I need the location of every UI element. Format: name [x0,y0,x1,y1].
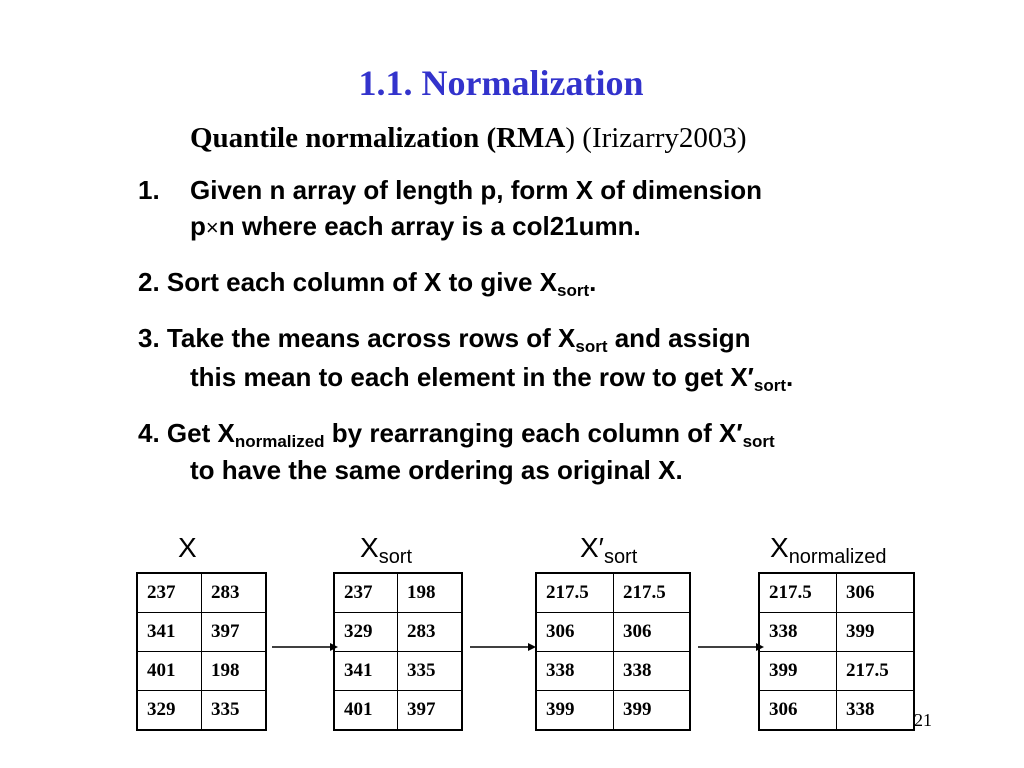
table-row [536,652,690,691]
table-row [759,573,914,613]
step3-sub: sort [575,337,608,356]
table-cell: 237 [334,573,398,613]
step4-sub2: sort [742,432,775,451]
table-cell: 329 [334,613,398,652]
step1-line1: Given n array of length p, form X of dimension [190,175,763,205]
step1-p: p [190,211,206,241]
right-arrow-icon [698,642,764,652]
step4-sub: normalized [234,432,325,451]
step1-number: 1. [138,175,160,205]
step2 [138,264,596,300]
table-row [137,573,266,613]
matrix-xsort-label [360,532,413,568]
times-symbol: × [205,215,219,240]
table-cell: 217.5 [536,573,614,613]
table-cell: 198 [202,652,267,691]
table-row [137,691,266,731]
table-cell: 397 [398,691,463,731]
subtitle-bold: Quantile normalization (RMA [190,122,566,154]
table-cell: 198 [398,573,463,613]
matrix-xprimesort-label-sub: sort [603,546,638,568]
table-cell: 217.5 [759,573,837,613]
matrix-xprimesort-table [535,572,691,731]
table-row [536,691,690,731]
step1-rest: n where each array is a col21umn. [218,211,641,241]
table-cell: 335 [202,691,267,731]
step4-text: 4. Get X [138,418,235,448]
step2-text: 2. Sort each column of X to give X [138,267,557,297]
matrix-xnormalized-table [758,572,915,731]
step2-end: . [589,267,597,297]
table-row [334,652,462,691]
table-cell: 401 [334,691,398,731]
matrix-xsort-table [333,572,463,731]
step4-line2: to have the same ordering as original X. [190,455,683,485]
table-row [334,573,462,613]
step3-line2-sub: sort [753,376,787,395]
table-cell: 217.5 [837,652,915,691]
step3-text2: and assign [607,323,751,353]
matrix-xnormalized-label-main: X [770,532,789,563]
matrix-xprimesort-label [580,532,638,568]
matrix-xsort-label-sub: sort [378,546,413,568]
table-cell: 338 [837,691,915,731]
step3-line2 [190,359,793,395]
step2-sub: sort [556,281,590,300]
table-cell: 397 [202,613,267,652]
step4-line1 [138,415,775,451]
table-row [536,613,690,652]
matrix-x-table [136,572,267,731]
table-row [137,613,266,652]
subtitle-paren: ) ( [565,122,592,154]
table-row [334,613,462,652]
table-cell: 341 [137,613,202,652]
step3-line2-text: this mean to each element in the row to get X′ [190,362,754,392]
right-arrow-icon [272,642,338,652]
table-row [759,652,914,691]
table-cell: 399 [837,613,915,652]
table-cell: 217.5 [614,573,691,613]
step3-line1 [138,320,751,356]
table-cell: 237 [137,573,202,613]
table-row [759,691,914,731]
table-cell: 306 [759,691,837,731]
table-cell: 341 [334,652,398,691]
matrix-xsort-label-main: X [360,532,379,563]
table-cell: 306 [614,613,691,652]
matrix-x-label-main: X [178,532,197,563]
table-cell: 306 [837,573,915,613]
table-cell: 401 [137,652,202,691]
subtitle-reference: Irizarry2003) [591,122,747,154]
table-cell: 399 [536,691,614,731]
table-cell: 338 [536,652,614,691]
step3-end: . [786,362,794,392]
table-row [759,613,914,652]
page-number: 21 [914,710,932,730]
right-arrow-icon [470,642,536,652]
table-cell: 399 [614,691,691,731]
table-cell: 338 [759,613,837,652]
matrix-xprimesort-label-main: X′ [580,532,604,563]
table-cell: 283 [202,573,267,613]
table-row [137,652,266,691]
slide-subtitle [190,122,747,155]
slide-title: 1.1. Normalization [358,63,644,103]
table-cell: 306 [536,613,614,652]
table-cell: 283 [398,613,463,652]
table-cell: 399 [759,652,837,691]
table-row [536,573,690,613]
step3-text: 3. Take the means across rows of X [138,323,576,353]
step4-text2: by rearranging each column of X′ [324,418,743,448]
table-row [334,691,462,731]
matrix-xnormalized-label [770,532,887,568]
table-cell: 338 [614,652,691,691]
table-cell: 329 [137,691,202,731]
step1-line2 [190,208,641,246]
matrix-xnormalized-label-sub: normalized [788,546,887,568]
table-cell: 335 [398,652,463,691]
matrix-x-label [178,532,197,564]
